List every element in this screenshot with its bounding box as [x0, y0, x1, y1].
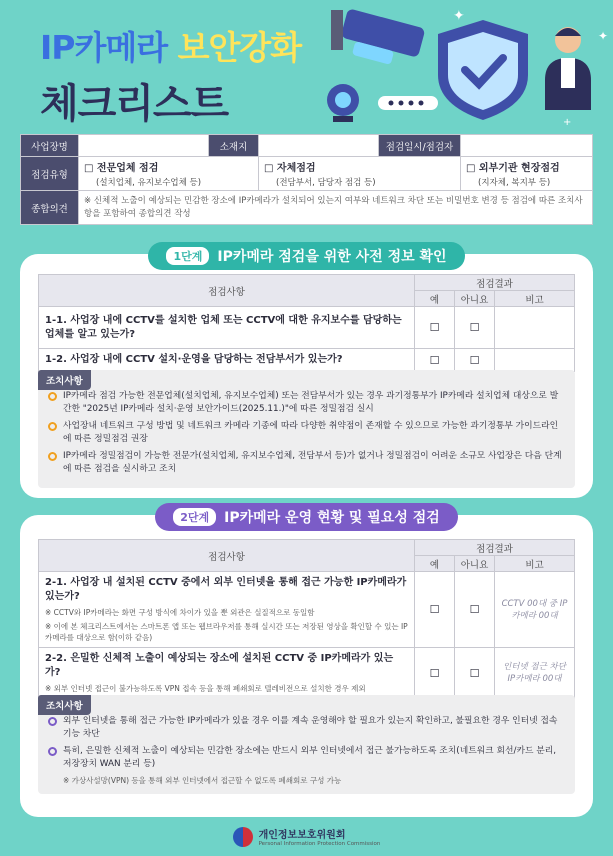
- footer-org-block: [259, 826, 381, 847]
- step2-title: IP카메라 운영 현황 및 필요성 점검: [224, 510, 440, 526]
- password-icon: [378, 96, 438, 110]
- checkbox-no[interactable]: ☐: [455, 648, 495, 699]
- action-text: 외부 인터넷을 통해 접근 가능한 IP카메라가 있을 경우 이를 계속 운영해야 할 필요가 있는지 확인하고, 불필요한 경우 인터넷 접속 기능 차단: [63, 716, 558, 739]
- circle-bullet-icon: [48, 747, 57, 756]
- step2-number: 2단계: [173, 508, 216, 526]
- table-row: [39, 307, 575, 349]
- type-option-label: □ 외부기관 현장점검: [466, 163, 560, 174]
- action-note: ※ 가상사설망(VPN) 등을 통해 외부 인터넷에서 접근할 수 없도록 폐쇄회로 구성 가능: [63, 776, 342, 785]
- list-item: [48, 715, 565, 741]
- title-line1: [40, 22, 301, 69]
- step2-actions: [38, 695, 575, 794]
- type-option-self[interactable]: [259, 157, 461, 191]
- svg-text:✦: ✦: [598, 29, 609, 43]
- checkbox-yes[interactable]: ☐: [415, 572, 455, 648]
- list-item: [48, 420, 565, 446]
- col-result: 점검결과: [415, 540, 575, 556]
- col-yes: 예: [415, 291, 455, 307]
- question-2-1: 2-1. 사업장 내 설치된 CCTV 중에서 외부 인터넷을 통해 접근 가능한 IP카메라가 있는가?: [45, 577, 407, 602]
- action-label: 조치사항: [38, 695, 91, 715]
- checkbox-yes[interactable]: ☐: [415, 307, 455, 349]
- title-line2: 체크리스트: [40, 81, 229, 127]
- step1-header: [20, 242, 593, 270]
- table-row: [39, 648, 575, 699]
- date-label: 점검일시/점검자: [379, 135, 461, 157]
- action-text: 사업장내 네트워크 구성 방법 및 네트워크 카메라 기종에 따라 다양한 취약점이 존재할 수 있으므로 가능한 과기정통부 가이드라인에 따른 정밀점검 권장: [63, 421, 559, 444]
- question-1-1: 1-1. 사업장 내에 CCTV를 설치한 업체 또는 CCTV에 대한 유지보수를 담당하는 업체를 알고 있는가?: [45, 314, 402, 340]
- step1-actions: [38, 370, 575, 488]
- question-note: ※ CCTV와 IP카메라는 화면 구성 방식에 차이가 있을 뿐 외관은 실질적으로 동일함: [45, 608, 315, 617]
- webcam-icon: [327, 84, 359, 122]
- workplace-label: 사업장명: [21, 135, 79, 157]
- type-label: 점검유형: [21, 157, 79, 191]
- footer: [0, 826, 613, 847]
- circle-bullet-icon: [48, 452, 57, 461]
- step1-number: 1단계: [166, 247, 209, 265]
- checkbox-yes[interactable]: ☐: [415, 349, 455, 372]
- action-text: IP카메라 정밀점검이 가능한 전문가(설치업체, 유지보수업체, 전담부서 등)가 없거나 정밀점검이 어려운 소규모 사업장은 다음 단계에 따른 점검을 실시하고 조치: [63, 451, 562, 474]
- type-option-sub: (설치업체, 유지보수업체 등): [96, 178, 202, 188]
- action-text: IP카메라 점검 가능한 전문업체(설치업체, 유지보수업체) 또는 전담부서가 있는 경우 과기정통부가 IP카메라 설치업체 대상으로 발간한 "2025년 IP카메라 설치·운영 보안가이드(2025.11.)"에 따른 정밀점검 실시: [63, 391, 559, 414]
- workplace-field[interactable]: [79, 135, 209, 157]
- title-highlight: 보안강화: [167, 28, 302, 67]
- opinion-field[interactable]: [79, 191, 593, 225]
- step1-title: IP카메라 점검을 위한 사전 정보 확인: [217, 249, 447, 265]
- col-item: 점검사항: [39, 540, 415, 572]
- table-row: [39, 349, 575, 372]
- checkbox-yes[interactable]: ☐: [415, 648, 455, 699]
- col-yes: 예: [415, 556, 455, 572]
- circle-bullet-icon: [48, 392, 57, 401]
- step2-pill: [155, 503, 458, 531]
- taegeuk-logo-icon: [233, 827, 253, 847]
- security-illustration: [313, 0, 613, 132]
- cctv-camera-icon: [331, 8, 426, 65]
- col-remark: 비고: [495, 556, 575, 572]
- list-item: [48, 450, 565, 476]
- type-option-external[interactable]: [461, 157, 593, 191]
- col-remark: 비고: [495, 291, 575, 307]
- type-option-label: □ 전문업체 점검: [84, 163, 159, 174]
- question-1-2: 1-2. 사업장 내에 CCTV 설치·운영을 담당하는 전담부서가 있는가?: [45, 354, 343, 365]
- sparkle-icon: ✦: [453, 8, 465, 24]
- svg-text:+: +: [563, 117, 572, 128]
- list-item: [48, 390, 565, 416]
- col-result: 점검결과: [415, 275, 575, 291]
- remark-field[interactable]: [495, 307, 575, 349]
- col-item: 점검사항: [39, 275, 415, 307]
- person-icon: [545, 27, 591, 110]
- question-2-2: 2-2. 은밀한 신체적 노출이 예상되는 장소에 설치된 CCTV 중 IP카메라가 있는가?: [45, 653, 394, 678]
- opinion-label: 종합의견: [21, 191, 79, 225]
- step2-header: [20, 503, 593, 531]
- list-item: [48, 745, 565, 771]
- action-text: 특히, 은밀한 신체적 노출이 예상되는 민감한 장소에는 반드시 외부 인터넷에서 접근 불가능하도록 조치(네트워크 회선/카드 분리, 저장장치 WAN 분리 등): [63, 746, 557, 769]
- remark-field[interactable]: [495, 349, 575, 372]
- header: [0, 0, 613, 132]
- action-label: 조치사항: [38, 370, 91, 390]
- col-no: 아니요: [455, 291, 495, 307]
- question-note: ※ 이에 본 체크리스트에서는 스마트폰 앱 또는 웹브라우저를 통해 실시간 또는 저장된 영상을 확인할 수 있는 IP카메라를 대상으로 함(이하 같음): [45, 622, 408, 642]
- footer-org: 개인정보보호위원회: [258, 830, 346, 841]
- opinion-note: ※ 신체적 노출이 예상되는 민감한 장소에 IP카메라가 설치되어 있는지 여부와 네트워크 차단 또는 비밀번호 변경 등 점검에 따른 조치사항을 포함하여 종합의견 작성: [84, 195, 583, 219]
- type-option-sub: (전담부서, 담당자 점검 등): [276, 178, 376, 188]
- title-ipcamera: IP카메라: [40, 28, 168, 67]
- circle-bullet-icon: [48, 717, 57, 726]
- info-table: [20, 134, 593, 225]
- location-field[interactable]: [259, 135, 379, 157]
- step1-table: [38, 274, 575, 372]
- step2-card: [20, 510, 593, 817]
- date-field[interactable]: [461, 135, 593, 157]
- question-note: ※ 외부 인터넷 접근이 불가능하도록 VPN 접속 등을 통해 폐쇄회로 텔레비전으로 설치한 경우 제외: [45, 684, 366, 693]
- type-option-expert[interactable]: [79, 157, 259, 191]
- checkbox-no[interactable]: ☐: [455, 572, 495, 648]
- table-row: [39, 572, 575, 648]
- step1-card: [20, 249, 593, 498]
- col-no: 아니요: [455, 556, 495, 572]
- checkbox-no[interactable]: ☐: [455, 349, 495, 372]
- remark-field[interactable]: CCTV 00대 중 IP카메라 00대: [495, 572, 575, 648]
- shield-check-icon: [438, 20, 528, 120]
- type-option-sub: (지자체, 복지부 등): [478, 178, 551, 188]
- location-label: 소재지: [209, 135, 259, 157]
- step2-table: [38, 539, 575, 699]
- step1-pill: [148, 242, 464, 270]
- type-option-label: □ 자체점검: [264, 163, 316, 174]
- footer-org-en: Personal Information Protection Commission: [258, 841, 381, 847]
- remark-field[interactable]: 인터넷 접근 차단 IP카메라 00대: [495, 648, 575, 699]
- checkbox-no[interactable]: ☐: [455, 307, 495, 349]
- circle-bullet-icon: [48, 422, 57, 431]
